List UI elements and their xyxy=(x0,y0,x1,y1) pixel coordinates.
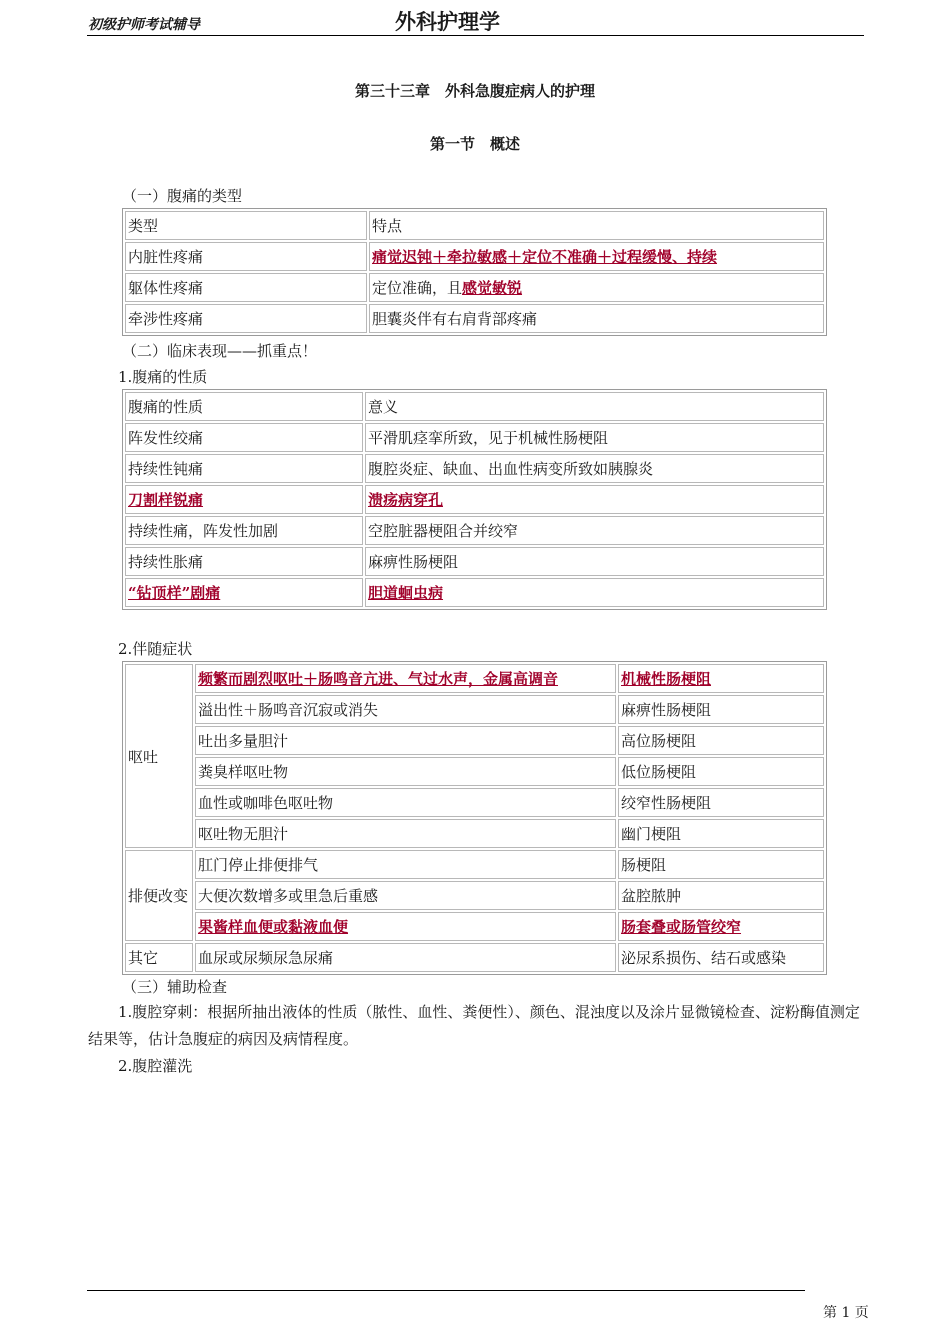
table-row xyxy=(125,850,824,879)
table-cell: 粪臭样呕吐物 xyxy=(195,757,616,786)
part3-heading: （三）辅助检查 xyxy=(122,978,228,996)
table-header-row xyxy=(125,392,824,421)
table-cell: 肛门停止排便排气 xyxy=(195,850,616,879)
table-cell: 绞窄性肠梗阻 xyxy=(618,788,824,817)
table-row xyxy=(125,819,824,848)
key-point-text: 果酱样血便或黏液血便 xyxy=(198,918,349,936)
group-cell-other: 其它 xyxy=(125,943,193,972)
table-cell: 血性或咖啡色呕吐物 xyxy=(195,788,616,817)
part1-heading: （一）腹痛的类型 xyxy=(122,187,243,205)
part2-sub1-heading: 1.腹痛的性质 xyxy=(118,368,208,386)
table-row xyxy=(125,273,824,302)
table-cell xyxy=(365,485,824,514)
chapter-title: 第三十三章 外科急腹症病人的护理 xyxy=(354,82,595,100)
key-point-text: 刀割样锐痛 xyxy=(128,491,204,509)
table-cell: 持续性钝痛 xyxy=(125,454,363,483)
group-cell-bowel-change: 排便改变 xyxy=(125,850,193,941)
part2-heading: （二）临床表现——抓重点！ xyxy=(122,342,318,360)
table-cell: 泌尿系损伤、结石或感染 xyxy=(618,943,824,972)
part2-sub2-heading: 2.伴随症状 xyxy=(118,640,193,658)
table-row xyxy=(125,664,824,693)
table-cell xyxy=(195,664,616,693)
table-header-cell: 意义 xyxy=(365,392,824,421)
table-row xyxy=(125,304,824,333)
table-row xyxy=(125,547,824,576)
key-point-text: 痛觉迟钝＋牵拉敏感＋定位不准确＋过程缓慢、持续 xyxy=(372,248,718,266)
table-cell xyxy=(369,242,824,271)
pain-type-table xyxy=(122,208,827,336)
table-cell: 空腔脏器梗阻合并绞窄 xyxy=(365,516,824,545)
table-row xyxy=(125,726,824,755)
key-point-text: “钻顶样”剧痛 xyxy=(128,584,221,602)
table-cell: 幽门梗阻 xyxy=(618,819,824,848)
table-cell: 吐出多量胆汁 xyxy=(195,726,616,755)
table-header-row xyxy=(125,211,824,240)
table-cell xyxy=(195,912,616,941)
table-cell: 腹腔炎症、缺血、出血性病变所致如胰腺炎 xyxy=(365,454,824,483)
table-row xyxy=(125,516,824,545)
table-cell: 呕吐物无胆汁 xyxy=(195,819,616,848)
table-cell: 阵发性绞痛 xyxy=(125,423,363,452)
table-row xyxy=(125,757,824,786)
table-cell xyxy=(125,578,363,607)
table-cell: 持续性痛，阵发性加剧 xyxy=(125,516,363,545)
table-cell: 高位肠梗阻 xyxy=(618,726,824,755)
header-divider xyxy=(87,35,864,36)
table-cell xyxy=(618,664,824,693)
table-cell: 低位肠梗阻 xyxy=(618,757,824,786)
key-point-text: 肠套叠或肠管绞窄 xyxy=(621,918,742,936)
table-row xyxy=(125,912,824,941)
table-cell xyxy=(618,912,824,941)
table-cell: 血尿或尿频尿急尿痛 xyxy=(195,943,616,972)
page-number: 第 1 页 xyxy=(823,1305,869,1321)
part3-item2-paragraph: 2.腹腔灌洗 xyxy=(118,1057,193,1075)
table-cell: 牵涉性疼痛 xyxy=(125,304,367,333)
accompanying-symptoms-table xyxy=(122,661,827,975)
table-row xyxy=(125,881,824,910)
table-cell: 大便次数增多或里急后重感 xyxy=(195,881,616,910)
table-row xyxy=(125,943,824,972)
key-point-text: 感觉敏锐 xyxy=(462,279,523,297)
table-row xyxy=(125,485,824,514)
table-cell: 胆囊炎伴有右肩背部疼痛 xyxy=(369,304,824,333)
table-header-cell: 类型 xyxy=(125,211,367,240)
section-title: 第一节 概述 xyxy=(429,135,520,153)
key-point-text: 频繁而剧烈呕吐＋肠鸣音亢进、气过水声，金属高调音 xyxy=(198,670,559,688)
key-point-text: 溃疡病穿孔 xyxy=(368,491,444,509)
footer-divider xyxy=(87,1290,805,1291)
key-point-text: 机械性肠梗阻 xyxy=(621,670,712,688)
key-point-text: 胆道蛔虫病 xyxy=(368,584,444,602)
table-row xyxy=(125,423,824,452)
table-cell: 肠梗阻 xyxy=(618,850,824,879)
table-row xyxy=(125,578,824,607)
table-cell xyxy=(365,578,824,607)
part3-item1-paragraph: 1.腹腔穿刺：根据所抽出液体的性质（脓性、血性、粪便性）、颜色、混浊度以及涂片显微镜检查、淀粉酶值测定结果等，估计急腹症的病因及病情程度。 xyxy=(88,1003,860,1048)
table-cell: 麻痹性肠梗阻 xyxy=(365,547,824,576)
table-cell: 麻痹性肠梗阻 xyxy=(618,695,824,724)
table-row xyxy=(125,242,824,271)
table-header-cell: 特点 xyxy=(369,211,824,240)
table-cell xyxy=(125,485,363,514)
table-cell: 盆腔脓肿 xyxy=(618,881,824,910)
header-course-name: 初级护师考试辅导 xyxy=(88,17,200,33)
table-cell xyxy=(369,273,824,302)
table-cell: 内脏性疼痛 xyxy=(125,242,367,271)
table-cell: 持续性胀痛 xyxy=(125,547,363,576)
group-cell-vomiting: 呕吐 xyxy=(125,664,193,848)
table-row xyxy=(125,788,824,817)
cell-text: 定位准确，且 xyxy=(372,279,463,297)
table-row xyxy=(125,695,824,724)
table-row xyxy=(125,454,824,483)
header-subject-title: 外科护理学 xyxy=(395,9,500,34)
table-cell: 溢出性＋肠鸣音沉寂或消失 xyxy=(195,695,616,724)
pain-nature-table xyxy=(122,389,827,610)
table-cell: 平滑肌痉挛所致，见于机械性肠梗阻 xyxy=(365,423,824,452)
table-cell: 躯体性疼痛 xyxy=(125,273,367,302)
table-header-cell: 腹痛的性质 xyxy=(125,392,363,421)
